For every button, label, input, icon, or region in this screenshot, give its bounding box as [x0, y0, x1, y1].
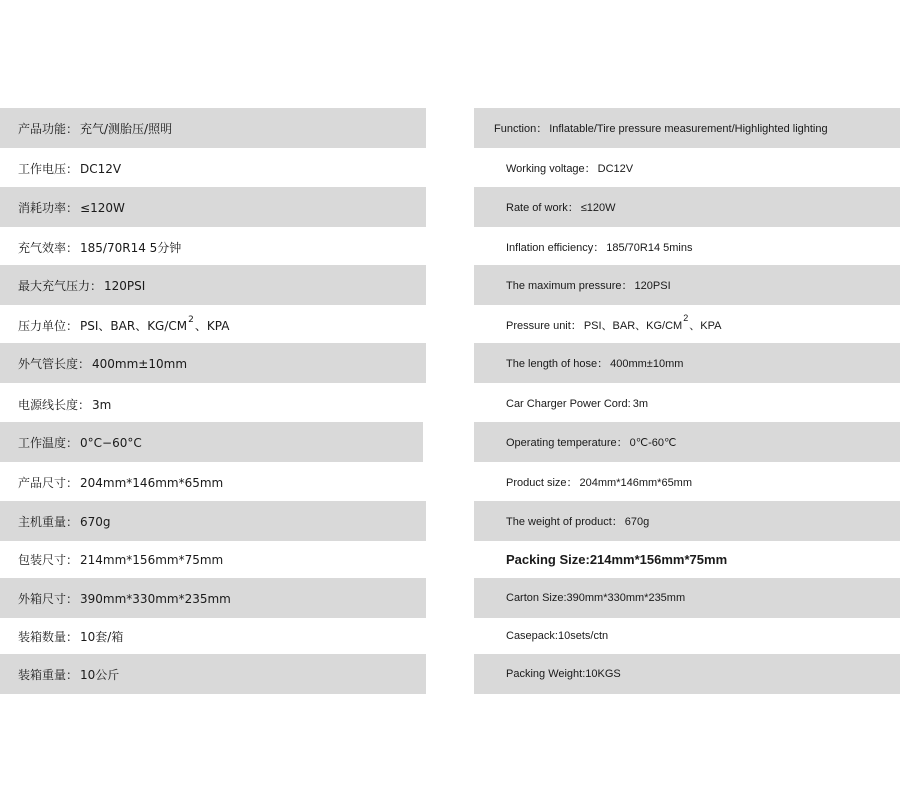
spec-label: Function： [494, 123, 548, 135]
spec-row-function [0, 108, 426, 148]
spec-row-packing-weight [0, 654, 426, 694]
spec-value-tail: 、KPA [689, 320, 722, 332]
spec-value: 390mm*330mm*235mm [80, 591, 231, 606]
spec-value: 0℃-60℃ [629, 437, 677, 449]
spec-label: 产品功能： [18, 121, 79, 136]
spec-label: The length of hose： [506, 358, 609, 370]
spec-value: ≤120W [80, 200, 125, 215]
spec-label: 装箱数量： [18, 629, 79, 644]
spec-row-pressure-unit [474, 305, 900, 345]
spec-row-pressure-unit [0, 305, 426, 345]
superscript: 2 [683, 313, 689, 323]
spec-label: Working voltage： [506, 163, 596, 175]
spec-value: 3m [92, 397, 112, 412]
spec-row-max-pressure [474, 265, 900, 305]
spec-value: 670g [624, 516, 650, 528]
spec-row-packing-size [474, 539, 900, 579]
spec-row-carton-size [474, 578, 900, 618]
spec-row-max-pressure [0, 265, 426, 305]
spec-value: 120PSI [634, 280, 671, 292]
spec-row-voltage [474, 148, 900, 188]
spec-label: 电源线长度： [18, 397, 91, 412]
spec-row-casepack [0, 616, 426, 656]
spec-label: Packing Size: [506, 551, 590, 567]
spec-row-efficiency [474, 227, 900, 267]
spec-row-packing-size [0, 539, 426, 579]
spec-value: 充气/测胎压/照明 [80, 121, 173, 136]
spec-label: Operating temperature： [506, 437, 628, 449]
spec-value: 10套/箱 [80, 629, 124, 644]
superscript: 2 [188, 314, 194, 325]
spec-row-cord-length [474, 384, 900, 424]
spec-row-weight [474, 501, 900, 541]
spec-row-packing-weight [474, 654, 900, 694]
spec-row-hose-length [0, 343, 426, 383]
spec-value: 3m [632, 398, 648, 410]
spec-label: Rate of work： [506, 202, 579, 214]
spec-label: 压力单位： [18, 318, 79, 333]
spec-label: 工作电压： [18, 161, 79, 176]
spec-row-hose-length [474, 343, 900, 383]
spec-value: 400mm±10mm [610, 358, 684, 370]
spec-label: The maximum pressure： [506, 280, 633, 292]
spec-value-tail: 、KPA [194, 318, 230, 333]
spec-row-weight [0, 501, 426, 541]
spec-value: PSI、BAR、KG/CM [80, 318, 188, 333]
spec-row-power [0, 187, 426, 227]
spec-label: Car Charger Power Cord: [506, 398, 631, 410]
spec-row-casepack [474, 616, 900, 656]
spec-row-voltage [0, 148, 426, 188]
spec-label: Packing Weight: [506, 668, 586, 680]
spec-label: Pressure unit： [506, 320, 582, 332]
spec-label: 外气管长度： [18, 356, 91, 371]
spec-value: 670g [80, 514, 111, 529]
spec-value: PSI、BAR、KG/CM [583, 320, 683, 332]
spec-value: 0°C−60°C [80, 435, 142, 450]
spec-value: 185/70R14 5分钟 [80, 240, 182, 255]
spec-label: 包装尺寸： [18, 552, 79, 567]
spec-label: 主机重量： [18, 514, 79, 529]
spec-label: Product size： [506, 477, 578, 489]
spec-row-function [474, 108, 900, 148]
spec-value: ≤120W [580, 202, 616, 214]
spec-row-cord-length [0, 384, 426, 424]
spec-value: 214mm*156mm*75mm [589, 551, 728, 567]
spec-label: 装箱重量： [18, 667, 79, 682]
spec-value: 214mm*156mm*75mm [80, 552, 224, 567]
spec-value: Inflatable/Tire pressure measurement/Highlighted lighting [549, 123, 828, 135]
spec-value: 120PSI [104, 278, 146, 293]
spec-label: 充气效率： [18, 240, 79, 255]
spec-label: The weight of product： [506, 516, 623, 528]
spec-label: 消耗功率： [18, 200, 79, 215]
spec-row-power [474, 187, 900, 227]
spec-value: DC12V [597, 163, 634, 175]
spec-label: 外箱尺寸： [18, 591, 79, 606]
spec-value: 10sets/ctn [557, 630, 609, 642]
spec-row-product-size [0, 462, 426, 502]
spec-label: Carton Size: [506, 592, 567, 604]
spec-value: 185/70R14 5mins [606, 242, 693, 254]
spec-label: 产品尺寸： [18, 475, 79, 490]
spec-value: 390mm*330mm*235mm [566, 592, 686, 604]
spec-value: 400mm±10mm [92, 356, 188, 371]
spec-value: 204mm*146mm*65mm [80, 475, 224, 490]
spec-row-carton-size [0, 578, 426, 618]
spec-value: 10KGS [585, 668, 621, 680]
spec-row-product-size [474, 462, 900, 502]
spec-label: Casepack: [506, 630, 558, 642]
spec-value: 204mm*146mm*65mm [579, 477, 693, 489]
spec-row-efficiency [0, 227, 426, 267]
spec-label: 工作温度： [18, 435, 79, 450]
spec-row-temperature [0, 422, 423, 462]
spec-row-temperature [474, 422, 900, 462]
spec-value: 10公斤 [80, 667, 120, 682]
spec-value: DC12V [80, 161, 122, 176]
spec-label: 最大充气压力： [18, 278, 103, 293]
spec-label: Inflation efficiency： [506, 242, 605, 254]
